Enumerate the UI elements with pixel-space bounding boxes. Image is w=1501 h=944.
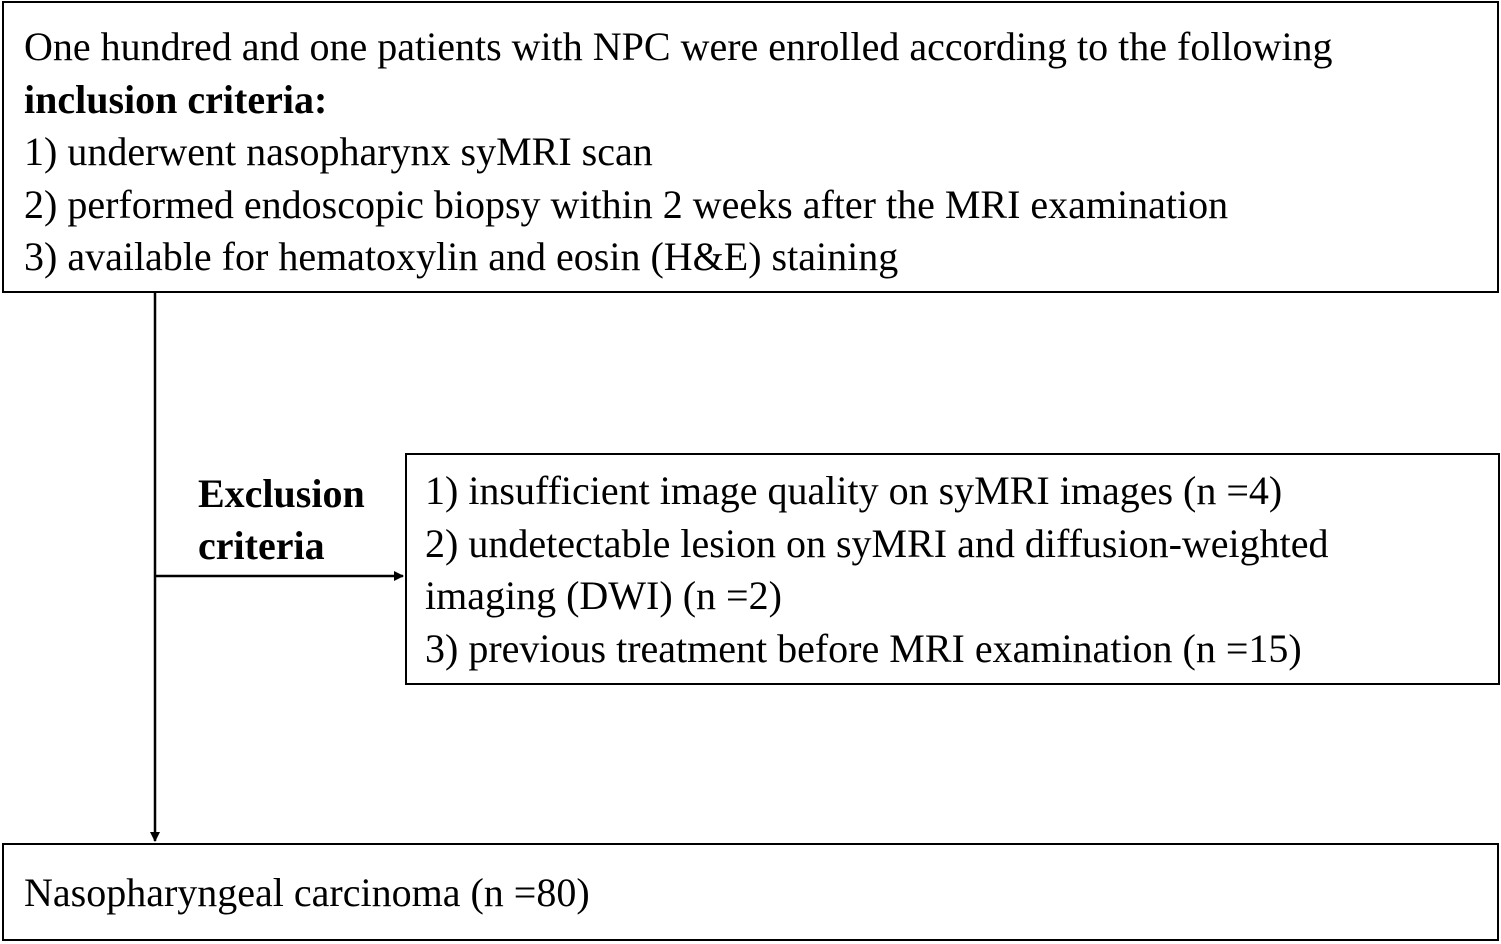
inclusion-item: 1) underwent nasopharynx syMRI scan (24, 129, 653, 174)
inclusion-item: 3) available for hematoxylin and eosin (H&E) staining (24, 234, 899, 279)
final-cohort-box (2, 843, 1499, 941)
exclusion-item-continuation: imaging (DWI) (n =2) (425, 573, 782, 618)
inclusion-item: 2) performed endoscopic biopsy within 2 weeks after the MRI examination (24, 181, 1229, 227)
exclusion-item: 2) undetectable lesion on syMRI and diffusion-weighted (425, 520, 1329, 566)
enrollment-intro: One hundred and one patients with NPC were enrolled according to the following (24, 24, 1333, 69)
exclusion-criteria-box (405, 453, 1500, 685)
exclusion-label-line: criteria (198, 523, 325, 568)
exclusion-item: 1) insufficient image quality on syMRI images (n =4) (425, 468, 1283, 513)
inclusion-criteria-heading: inclusion criteria: (24, 76, 328, 122)
inclusion-criteria-box (2, 1, 1499, 293)
final-cohort-text: Nasopharyngeal carcinoma (n =80) (24, 870, 590, 915)
exclusion-item: 3) previous treatment before MRI examination (n =15) (425, 625, 1302, 671)
exclusion-label-line: Exclusion (198, 471, 365, 516)
exclusion-criteria-label (198, 468, 365, 572)
